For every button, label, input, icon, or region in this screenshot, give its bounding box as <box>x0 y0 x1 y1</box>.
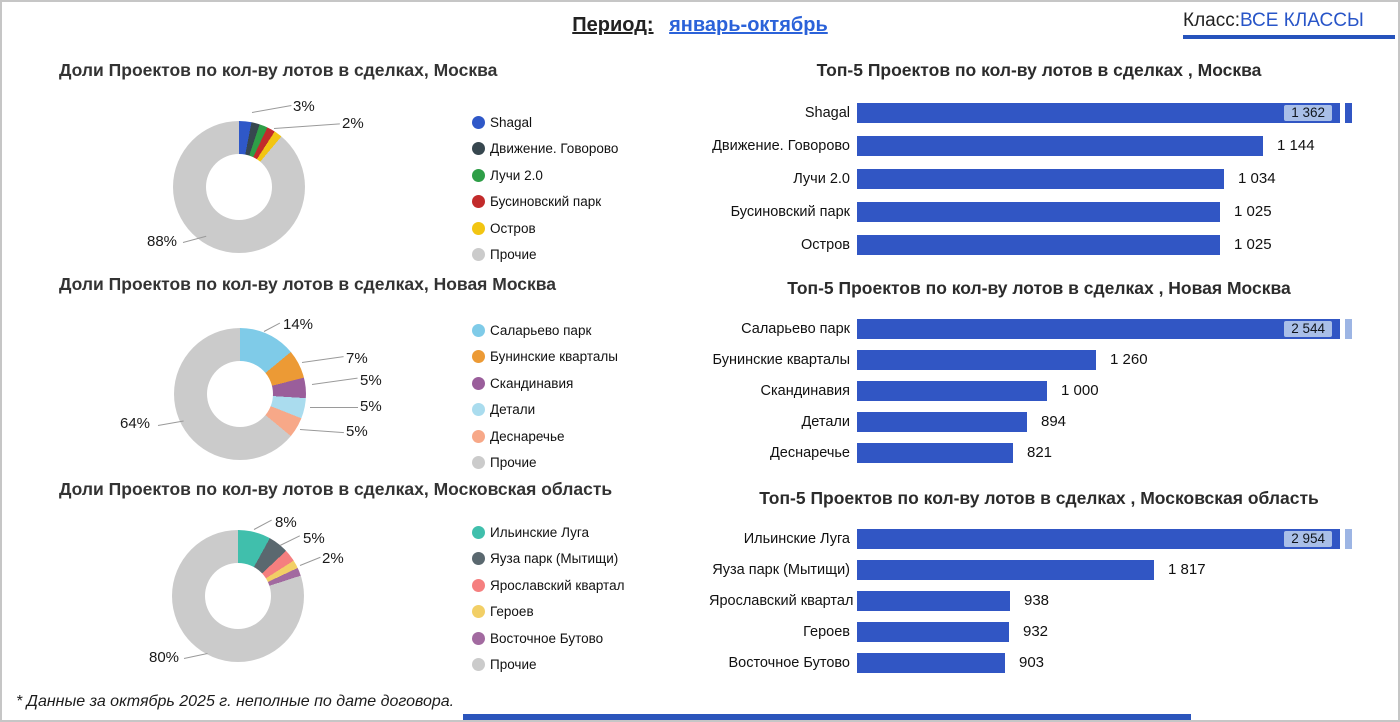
legend-dot-icon <box>472 658 485 671</box>
bar-chart-moscow <box>709 52 1369 255</box>
legend-dot-icon <box>472 579 485 592</box>
legend-label: Shagal <box>490 114 533 130</box>
donut-hole <box>205 563 271 629</box>
bar-value-label: 1 000 <box>1061 382 1099 399</box>
bar-chart-new-moscow <box>709 270 1369 463</box>
bar-category-label: Восточное Бутово <box>728 655 850 671</box>
bar-title-moscow-region: Топ-5 Проектов по кол-ву лотов в сделках , Московская область <box>759 488 1319 508</box>
percent-callout: 2% <box>342 115 364 132</box>
bar-value-label: 938 <box>1024 592 1050 609</box>
legend-label: Скандинавия <box>490 375 574 391</box>
percent-callout: 88% <box>147 233 178 250</box>
bar-category-label: Героев <box>803 624 850 640</box>
legend-dot-icon <box>472 222 485 235</box>
legend-moscow-region <box>472 519 624 678</box>
bar-value-label: 903 <box>1019 654 1045 671</box>
legend-dot-icon <box>472 430 485 443</box>
legend-dot-icon <box>472 403 485 416</box>
bar-fill[interactable] <box>857 103 1340 123</box>
period-value-link[interactable]: январь-октябрь <box>669 14 828 36</box>
bar-category-label: Ильинские Луга <box>743 531 850 547</box>
legend-dot-icon <box>472 195 485 208</box>
legend-item <box>472 397 618 424</box>
bar-category-label: Саларьево парк <box>741 321 850 337</box>
class-selector[interactable] <box>1183 10 1395 32</box>
legend-item <box>472 572 624 599</box>
legend-label: Деснаречье <box>490 428 565 444</box>
legend-dot-icon <box>472 324 485 337</box>
legend-dot-icon <box>472 116 485 129</box>
callout-leader-line <box>158 420 184 425</box>
bar-title-new-moscow: Топ-5 Проектов по кол-ву лотов в сделках , Новая Москва <box>787 278 1291 298</box>
bar-fill[interactable] <box>857 136 1263 156</box>
bar-fill[interactable] <box>857 412 1027 432</box>
class-underline-rule <box>1183 35 1395 39</box>
legend-label: Бусиновский парк <box>490 194 602 210</box>
legend-dot-icon <box>472 552 485 565</box>
legend-dot-icon <box>472 605 485 618</box>
legend-item <box>472 317 618 344</box>
bar-category-label: Лучи 2.0 <box>793 171 850 187</box>
legend-item <box>472 162 618 189</box>
percent-callout: 5% <box>303 530 325 547</box>
legend-item <box>472 344 618 371</box>
bar-fill[interactable] <box>857 560 1154 580</box>
bar-value-label: 932 <box>1023 623 1049 640</box>
bar-category-label: Shagal <box>804 105 850 121</box>
bar-row <box>709 319 1369 339</box>
legend-item <box>472 370 618 397</box>
bar-rows <box>709 529 1369 673</box>
bar-value-label: 894 <box>1041 413 1067 430</box>
bar-track <box>857 169 1352 189</box>
bar-category-label: Бусиновский парк <box>730 204 850 220</box>
bar-track <box>857 653 1352 673</box>
bar-track <box>857 622 1352 642</box>
bar-row <box>709 560 1369 580</box>
legend-dot-icon <box>472 350 485 363</box>
bar-value-chip: 2 954 <box>1284 531 1332 547</box>
donut-chart-moscow[interactable] <box>173 121 305 253</box>
donut-title-moscow-region: Доли Проектов по кол-ву лотов в сделках, Московская область <box>59 479 613 499</box>
legend-dot-icon <box>472 526 485 539</box>
bar-row <box>709 381 1369 401</box>
period-label: Период: <box>572 14 654 36</box>
bar-row <box>709 169 1369 189</box>
bar-row <box>709 202 1369 222</box>
legend-item <box>472 215 618 242</box>
bar-value-label: 1 025 <box>1234 236 1272 253</box>
bar-value-label: 821 <box>1027 444 1053 461</box>
callout-leader-line <box>280 535 300 546</box>
percent-callout: 2% <box>322 550 344 567</box>
bar-track <box>857 591 1352 611</box>
legend-dot-icon <box>472 377 485 390</box>
bar-value-label: 1 025 <box>1234 203 1272 220</box>
bar-row <box>709 443 1369 463</box>
legend-label: Восточное Бутово <box>490 630 604 646</box>
legend-item <box>472 189 618 216</box>
bar-row <box>709 235 1369 255</box>
legend-item <box>472 109 618 136</box>
callout-leader-line <box>312 378 358 385</box>
bar-value-chip: 2 544 <box>1284 321 1332 337</box>
class-label: Класс: <box>1183 10 1240 31</box>
percent-callout: 64% <box>120 415 151 432</box>
bar-fill[interactable] <box>857 350 1096 370</box>
legend-item <box>472 625 624 652</box>
bar-rows <box>709 103 1369 255</box>
bar-fill[interactable] <box>857 622 1009 642</box>
bar-fill[interactable] <box>857 653 1005 673</box>
bar-rows <box>709 319 1369 463</box>
bar-category-label: Деснаречье <box>769 445 850 461</box>
bar-track <box>857 412 1352 432</box>
donut-hole <box>207 361 273 427</box>
legend-dot-icon <box>472 142 485 155</box>
bar-track <box>857 235 1352 255</box>
callout-leader-line <box>252 105 292 113</box>
legend-dot-icon <box>472 169 485 182</box>
legend-item <box>472 599 624 626</box>
bar-category-label: Детали <box>801 414 850 430</box>
bar-category-label: Движение. Говорово <box>712 138 850 154</box>
bar-fill[interactable] <box>857 202 1220 222</box>
legend-item <box>472 450 618 477</box>
bar-tip <box>1345 103 1352 123</box>
period-selector <box>572 14 828 37</box>
bar-fill[interactable] <box>857 169 1224 189</box>
callout-leader-line <box>274 123 340 129</box>
legend-label: Прочие <box>490 247 537 263</box>
horizontal-scrollbar[interactable] <box>463 714 1191 722</box>
callout-leader-line <box>254 520 272 530</box>
legend-label: Прочие <box>490 455 537 471</box>
donut-title-new-moscow: Доли Проектов по кол-ву лотов в сделках, Новая Москва <box>59 274 557 294</box>
bar-value-label: 1 144 <box>1277 137 1315 154</box>
legend-label: Героев <box>490 604 534 620</box>
bar-fill[interactable] <box>857 591 1010 611</box>
percent-callout: 5% <box>346 423 368 440</box>
callout-leader-line <box>300 557 321 566</box>
legend-dot-icon <box>472 632 485 645</box>
legend-moscow <box>472 109 618 268</box>
bar-title-moscow: Топ-5 Проектов по кол-ву лотов в сделках , Москва <box>816 60 1262 80</box>
bar-category-label: Скандинавия <box>760 383 850 399</box>
bar-row <box>709 412 1369 432</box>
legend-item <box>472 519 624 546</box>
legend-label: Ярославский квартал <box>490 577 625 593</box>
percent-callout: 5% <box>360 372 382 389</box>
bar-track <box>857 103 1352 123</box>
bar-row <box>709 653 1369 673</box>
percent-callout: 3% <box>293 98 315 115</box>
bar-category-label: Бунинские кварталы <box>712 352 850 368</box>
legend-label: Остров <box>490 220 536 236</box>
bar-value-chip: 1 362 <box>1284 105 1332 121</box>
legend-label: Движение. Говорово <box>490 141 619 157</box>
percent-callout: 5% <box>360 398 382 415</box>
percent-callout: 7% <box>346 350 368 367</box>
bar-tip <box>1345 319 1352 339</box>
bar-fill[interactable] <box>857 529 1340 549</box>
bar-chart-moscow-region <box>709 480 1369 673</box>
class-value[interactable]: ВСЕ КЛАССЫ <box>1240 10 1364 31</box>
bar-track <box>857 136 1352 156</box>
bar-row <box>709 103 1369 123</box>
bar-value-label: 1 260 <box>1110 351 1148 368</box>
footnote: * Данные за октябрь 2025 г. неполные по дате договора. <box>16 693 455 710</box>
bar-category-label: Яуза парк (Мытищи) <box>712 562 850 578</box>
bar-category-label: Ярославский квартал <box>709 593 854 609</box>
donut-chart-new-moscow[interactable] <box>174 328 306 460</box>
bar-row <box>709 529 1369 549</box>
percent-callout: 8% <box>275 514 297 531</box>
callout-leader-line <box>310 407 358 408</box>
callout-leader-line <box>300 429 344 433</box>
bar-fill[interactable] <box>857 319 1340 339</box>
bar-track <box>857 443 1352 463</box>
legend-label: Детали <box>490 402 536 418</box>
bar-row <box>709 350 1369 370</box>
legend-item <box>472 136 618 163</box>
callout-leader-line <box>302 356 344 363</box>
bar-tip <box>1345 529 1352 549</box>
bar-fill[interactable] <box>857 381 1047 401</box>
legend-item <box>472 546 624 573</box>
percent-callout: 14% <box>283 316 314 333</box>
callout-leader-line <box>184 653 208 659</box>
legend-label: Саларьево парк <box>490 322 592 338</box>
callout-leader-line <box>264 323 280 332</box>
bar-track <box>857 202 1352 222</box>
legend-dot-icon <box>472 248 485 261</box>
legend-label: Ильинские Луга <box>490 524 589 540</box>
bar-track <box>857 350 1352 370</box>
bar-track <box>857 319 1352 339</box>
bar-row <box>709 591 1369 611</box>
bar-category-label: Остров <box>800 237 850 253</box>
bar-value-label: 1 817 <box>1168 561 1206 578</box>
donut-chart-moscow-region[interactable] <box>172 530 304 662</box>
percent-callout: 80% <box>149 649 180 666</box>
bar-value-label: 1 034 <box>1238 170 1276 187</box>
bar-row <box>709 136 1369 156</box>
bar-fill[interactable] <box>857 235 1220 255</box>
legend-label: Яуза парк (Мытищи) <box>490 551 619 567</box>
legend-label: Бунинские кварталы <box>490 349 618 365</box>
legend-label: Лучи 2.0 <box>490 167 543 183</box>
legend-new-moscow <box>472 317 618 476</box>
donut-title-moscow: Доли Проектов по кол-ву лотов в сделках, Москва <box>59 60 498 80</box>
bar-row <box>709 622 1369 642</box>
legend-item <box>472 423 618 450</box>
bar-track <box>857 529 1352 549</box>
bar-fill[interactable] <box>857 443 1013 463</box>
legend-item <box>472 242 618 269</box>
legend-dot-icon <box>472 456 485 469</box>
legend-label: Прочие <box>490 657 537 673</box>
legend-item <box>472 652 624 679</box>
bar-track <box>857 381 1352 401</box>
bar-track <box>857 560 1352 580</box>
donut-hole <box>206 154 272 220</box>
